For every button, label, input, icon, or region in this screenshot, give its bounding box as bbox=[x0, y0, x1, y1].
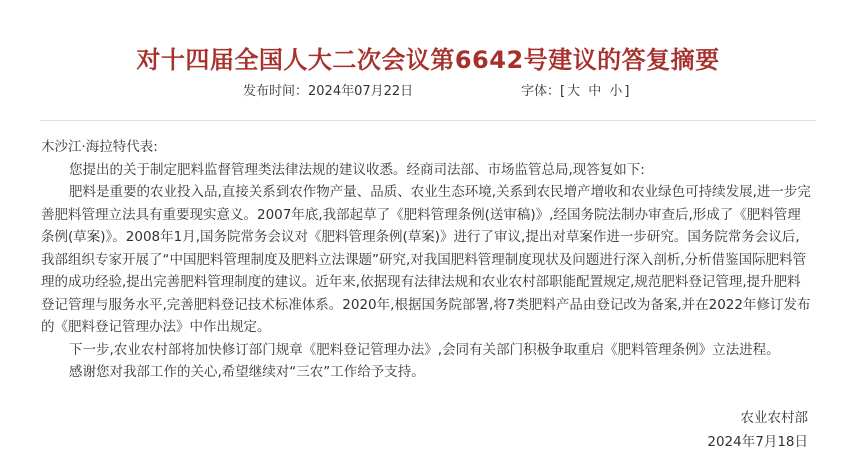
title-divider bbox=[40, 120, 816, 121]
font-size-large-button[interactable]: 大 bbox=[567, 84, 581, 99]
body-paragraph: 感谢您对我部工作的关心,希望继续对“三农”工作给予支持。 bbox=[69, 364, 425, 380]
publish-label: 发布时间： bbox=[243, 84, 309, 99]
font-size-control bbox=[521, 82, 629, 102]
page-title: 对十四届全国人大二次会议第6642号建议的答复摘要 bbox=[136, 46, 720, 75]
publish-date: 2024年07月22日 bbox=[308, 84, 414, 99]
article-body bbox=[41, 136, 811, 384]
font-size-medium-button[interactable]: 中 bbox=[588, 84, 602, 99]
signature-date: 2024年7月18日 bbox=[707, 434, 808, 450]
font-size-bracket: ] bbox=[624, 84, 630, 99]
body-paragraph: 下一步,农业农村部将加快修订部门规章《肥料登记管理办法》,会同有关部门积极争取重启《肥料管理条例》立法进程。 bbox=[69, 341, 780, 358]
body-paragraph: 肥料是重要的农业投入品,直接关系到农作物产量、品质、农业生态环境,关系到农民增产增收和农业绿色可持续发展,进一步完善肥料管理立法具有重要现实意义。2007年底,我部起草了《肥料管理条例(送审稿)》,经国务院法制办审查后,形成了《肥料管理条例(草案)》。2008年1月,国务院常务会议对《肥料管理条例(草案)》进行了审议,提出对草案作进一步研究。国务院常务会议后,我部组织专家开展了“中国肥料管理制度及肥料立法课题”研究,对我国肥料管理制度现状及问题进行深入剖析,分析借鉴国际肥料管理的成功经验,提出完善肥料管理制度的建议。近年来,依据现有法律法规和农业农村部职能配置规定,规范肥料登记管理,提升肥料登记管理与服务水平,完善肥料登记技术标准体系。2020年,根据国务院部署,将7类肥料产品由登记改为备案,并在2022年修订发布的《肥料登记管理办法》中作出规定。 bbox=[41, 184, 811, 335]
salutation: 木沙江·海拉特代表: bbox=[41, 139, 158, 155]
publish-info bbox=[243, 82, 413, 102]
signature-organization: 农业农村部 bbox=[740, 410, 808, 426]
font-size-small-button[interactable]: 小 bbox=[609, 84, 623, 99]
article-meta-bar bbox=[0, 82, 856, 102]
body-paragraph: 您提出的关于制定肥料监督管理类法律法规的建议收悉。经商司法部、市场监管总局,现答复如下: bbox=[69, 161, 645, 178]
font-size-label: 字体：[ bbox=[521, 84, 566, 99]
